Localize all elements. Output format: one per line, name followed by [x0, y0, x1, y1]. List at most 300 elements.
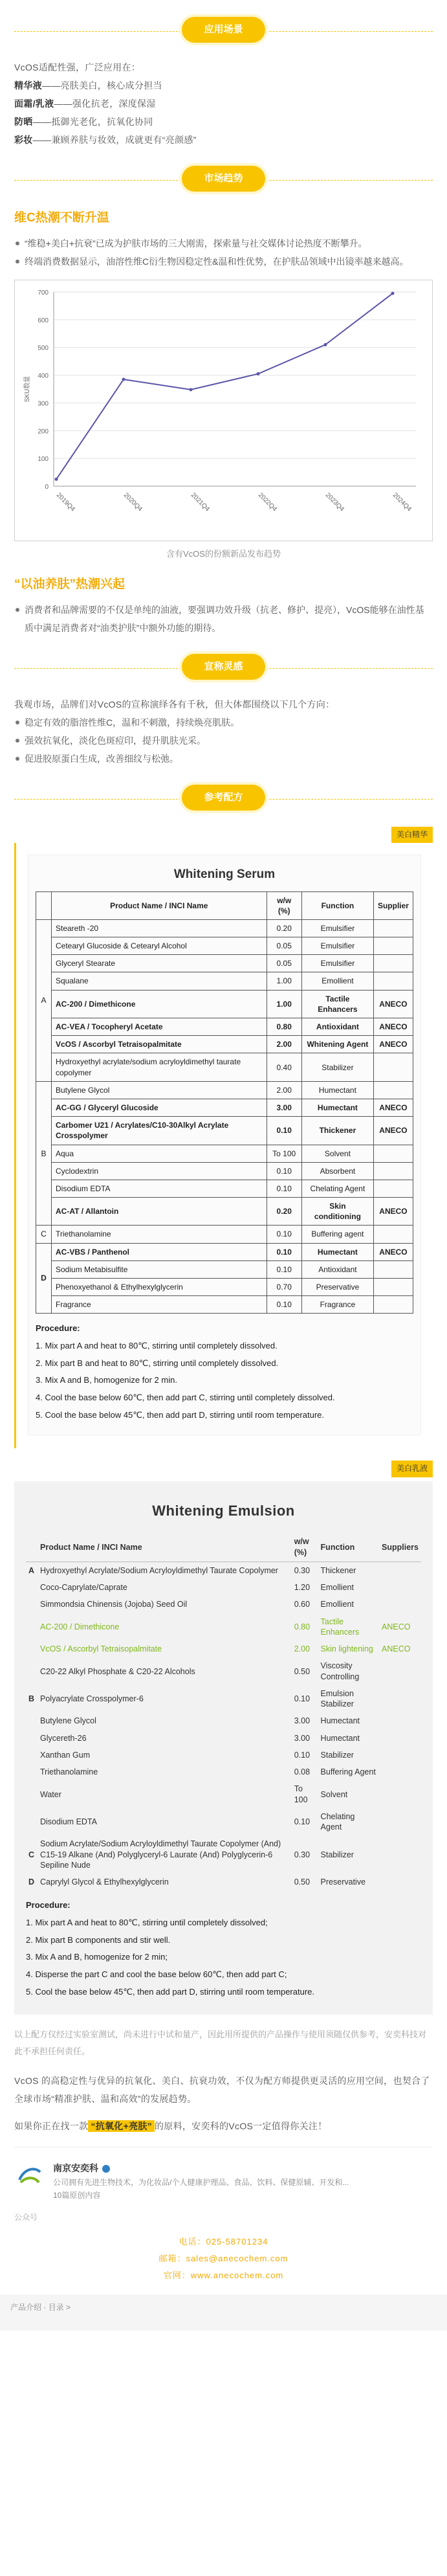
procedure-step: 4. Disperse the part C and cool the base below 60℃, then add part C;	[26, 1969, 287, 1980]
table-row	[36, 1180, 413, 1197]
corp-account-card[interactable]	[14, 2147, 433, 2224]
table-row	[36, 1198, 413, 1226]
cell-sup: ANECO	[373, 1198, 413, 1226]
disclaimer: 以上配方仅经过实验室测试，尚未进行中试和量产，因此用所提供的产品操作与使用须随仅供参考，安奕科技对此不承担任何责任。	[14, 2030, 427, 2057]
serum-table	[36, 891, 413, 1314]
table-row	[36, 1117, 413, 1145]
series-line	[56, 293, 393, 479]
list-item: 消费者和品牌需要的不仅是单纯的油液，要强调功效升级（抗老、修护、提亮），VcOS能够在油性基质中满足消费者对“油类护肤”中额外功能的期待。	[14, 601, 433, 637]
cell-sup	[373, 1260, 413, 1278]
cell-name: Coco-Caprylate/Caprate	[40, 1583, 127, 1593]
procedure-step: 2. Mix part B and heat to 80℃, stirring until completely dissolved.	[36, 1358, 279, 1368]
cell-fn: Chelating Agent	[301, 1180, 373, 1197]
table-header-row	[36, 891, 413, 919]
cell-fn: Tactile Enhancers	[301, 990, 373, 1018]
intro-item-key: 面霜/乳液	[14, 98, 54, 109]
cell-sup	[379, 1730, 421, 1747]
table-row	[36, 972, 413, 990]
serum-title: Whitening Serum	[173, 868, 276, 882]
emulsion-tag-label: 美白乳液	[391, 1461, 433, 1477]
cell-name: Caprylyl Glycol & Ethylhexylglycerin	[40, 1877, 169, 1887]
x-tick-label: 2023Q4	[323, 491, 345, 513]
procedure-step: 1. Mix part A and heat to 80℃, stirring until completely dissolved.	[36, 1341, 278, 1351]
cell-w: 3.00	[294, 1733, 311, 1743]
cell-fn: Emulsion Stabilizer	[320, 1688, 354, 1709]
cell-name: Sodium Acrylate/Sodium Acryloyldimethyl Taurate Copolymer (And) C15-19 Alkane (And) Polyglyceryl-6 Laurate (And) Polyglycerin-6 Sepiline Nude	[40, 1839, 281, 1870]
section-header-formula	[14, 785, 433, 814]
cell-ph	[26, 1747, 38, 1764]
table-row	[36, 1260, 413, 1278]
cell-sup	[379, 1780, 421, 1808]
table-header-row	[26, 1532, 421, 1562]
y-tick-label: 300	[38, 400, 49, 408]
table-row	[36, 1145, 413, 1162]
table-row	[26, 1641, 421, 1657]
table-row	[26, 1874, 421, 1890]
intro-item	[14, 113, 433, 131]
y-axis-label: SKU数量	[24, 375, 31, 403]
x-tick-label: 2022Q4	[256, 491, 278, 513]
cell-w: 0.80	[267, 1018, 301, 1036]
corp-name	[53, 2160, 349, 2177]
cell-ph: B	[28, 1694, 35, 1704]
summary: VcOS 的高稳定性与优异的抗氧化、美白、抗衰功效，不仅为配方师提供更灵活的应用空间，也契合了全球市场“精准护肤、温和高效”的发展趋势。	[14, 2076, 430, 2105]
procedure-step: 1. Mix part A and heat to 80℃, stirring until completely dissolved;	[26, 1918, 268, 1928]
intro-item-key: 彩妆	[14, 135, 33, 145]
cell-w: 0.50	[294, 1666, 311, 1676]
table-row	[26, 1780, 421, 1808]
trend-chart-svg	[15, 280, 432, 541]
cell-name: VcOS / Ascorbyl Tetraisopalmitate	[40, 1644, 162, 1654]
col-name: Product Name / INCI Name	[52, 891, 267, 919]
cell-sup	[373, 1145, 413, 1162]
emulsion-table	[26, 1532, 421, 1890]
table-row	[36, 1081, 413, 1099]
cell-fn: Solvent	[320, 1789, 348, 1799]
cell-fn: Humectant	[320, 1716, 360, 1726]
cell-fn: Antioxidant	[301, 1260, 373, 1278]
table-row	[26, 1562, 421, 1579]
cell-sup	[379, 1579, 421, 1596]
data-point	[55, 478, 58, 481]
cell-sup	[379, 1835, 421, 1874]
cell-ph	[26, 1579, 38, 1596]
data-point	[190, 388, 193, 392]
cell-w: 0.80	[294, 1622, 311, 1631]
y-tick-label: 200	[38, 428, 49, 436]
reputation-bullets	[14, 713, 433, 768]
table-row	[36, 1279, 413, 1296]
cell-ph	[26, 1764, 38, 1780]
cell-name: Glyceryl Stearate	[52, 955, 267, 972]
cell-sup	[379, 1874, 421, 1890]
trend-chart	[14, 280, 433, 541]
table-row	[36, 1243, 413, 1260]
table-row	[26, 1835, 421, 1874]
cell-w: 0.50	[294, 1877, 311, 1887]
aneco-logo-icon	[14, 2160, 45, 2191]
procedure-title: Procedure:	[36, 1323, 80, 1334]
cell-sup	[379, 1562, 421, 1579]
cell-sup: ANECO	[382, 1644, 411, 1654]
verified-icon	[102, 2165, 110, 2173]
market-bullets	[14, 234, 433, 271]
y-tick-label: 600	[38, 317, 49, 325]
cell-sup	[379, 1685, 421, 1713]
procedure-step: 3. Mix A and B, homogenize for 2 min.	[36, 1375, 177, 1385]
col-supplier: Supplier	[373, 891, 413, 919]
cell-fn: Stabilizer	[320, 1850, 354, 1859]
serum-table-body	[36, 919, 413, 1314]
procedure-step: 5. Cool the base below 45℃, then add part D, stirring until room temperature.	[26, 1986, 314, 1997]
table-row	[36, 955, 413, 972]
cell-ph: D	[28, 1877, 35, 1887]
table-row	[36, 1036, 413, 1053]
col-phase	[26, 1532, 38, 1562]
x-tick-label: 2024Q4	[391, 491, 413, 513]
cell-fn: Thickener	[301, 1117, 373, 1145]
phase-cell: C	[36, 1226, 52, 1243]
cell-w: 0.60	[294, 1600, 311, 1609]
intro-item-key: 精华液	[14, 80, 42, 91]
cell-w: 0.10	[294, 1750, 311, 1760]
procedure-step: 2. Mix part B components and stir well.	[26, 1934, 171, 1945]
cell-name: AC-AT / Allantoin	[52, 1198, 267, 1226]
closing-pre: 如果你正在找一款	[14, 2121, 89, 2132]
cell-ph	[26, 1596, 38, 1613]
cell-w: 3.00	[294, 1716, 311, 1726]
cell-sup: ANECO	[373, 990, 413, 1018]
cell-sup	[373, 1226, 413, 1243]
cell-name: Disodium EDTA	[40, 1817, 97, 1827]
bottom-nav[interactable]	[0, 2294, 447, 2331]
cell-w: 0.40	[267, 1053, 301, 1081]
cell-fn: Viscosity Controlling	[320, 1661, 360, 1681]
cell-name: Hydroxyethyl acrylate/sodium acryloyldimethyl taurate copolymer	[52, 1053, 267, 1081]
phase-cell: A	[36, 919, 52, 1081]
intro-item	[14, 95, 433, 113]
cell-fn: Buffering agent	[301, 1226, 373, 1243]
cell-w: 3.00	[267, 1099, 301, 1116]
cell-fn: Thickener	[320, 1565, 356, 1575]
cell-sup: ANECO	[373, 1018, 413, 1036]
cell-w: 1.00	[267, 972, 301, 990]
cell-fn: Skin lightening	[320, 1644, 373, 1654]
table-row	[26, 1712, 421, 1729]
corp-card-inner[interactable]	[14, 2155, 433, 2207]
cell-fn: Skin conditioning	[301, 1198, 373, 1226]
cell-sup	[379, 1657, 421, 1685]
chart-caption: 含有VcOS的份额新品发布趋势	[166, 549, 281, 559]
cell-name: Glycereth-26	[40, 1733, 87, 1743]
cell-sup: ANECO	[382, 1622, 411, 1631]
cell-name: Xanthan Gum	[40, 1750, 91, 1760]
list-item: 稳定有效的脂溶性维C，温和不刺激，持续焕亮肌肤。	[14, 713, 433, 732]
cell-name: Aqua	[52, 1145, 267, 1162]
x-tick-label: 2020Q4	[122, 491, 144, 513]
cell-fn: Emulsifier	[301, 937, 373, 955]
cell-fn: Buffering Agent	[320, 1767, 376, 1777]
cell-fn: Preservative	[320, 1877, 366, 1887]
corp-desc: 公司拥有先进生物技术，为化妆品/个人健康护理品、食品、饮料、保健原辅、开发和...	[53, 2178, 349, 2188]
cell-w: 0.05	[267, 937, 301, 955]
serum-procedure	[36, 1320, 413, 1424]
cell-name: C20-22 Alkyl Phosphate & C20-22 Alcohols	[40, 1666, 195, 1676]
cell-fn: Fragrance	[301, 1296, 373, 1314]
intro-item	[14, 131, 433, 149]
col-ww: w/w (%)	[292, 1532, 318, 1562]
cell-name: Butylene Glycol	[40, 1716, 96, 1726]
cell-fn: Chelating Agent	[320, 1811, 355, 1832]
table-row	[36, 990, 413, 1018]
data-point	[122, 378, 125, 381]
cell-name: Sodium Metabisulfite	[52, 1260, 267, 1278]
cell-ph	[26, 1657, 38, 1685]
table-row	[26, 1747, 421, 1764]
cell-fn: Stabilizer	[320, 1750, 354, 1760]
cell-w: 0.08	[294, 1767, 311, 1777]
cell-sup: ANECO	[373, 1036, 413, 1053]
y-tick-label: 700	[38, 289, 49, 297]
cell-fn: Emollient	[301, 972, 373, 990]
cell-name: Simmondsia Chinensis (Jojoba) Seed Oil	[40, 1600, 188, 1609]
y-tick-label: 100	[38, 456, 49, 464]
table-row	[36, 1053, 413, 1081]
intro-line: VcOS适配性强，广泛应用在：	[14, 62, 141, 73]
emulsion-tag	[14, 1460, 433, 1477]
cell-fn: Emollient	[320, 1600, 354, 1609]
data-point	[257, 372, 260, 375]
reputation-intro: 我观市场，品牌们对VcOS的宣称演绎各有千秋，但大体都围绕以下几个方向：	[14, 699, 335, 710]
col-supplier: Suppliers	[379, 1532, 421, 1562]
cell-fn: Humectant	[320, 1733, 360, 1743]
contact-block	[14, 2234, 433, 2284]
cell-ph	[26, 1780, 38, 1808]
contact-phone: 电话：025-58701234	[179, 2237, 268, 2247]
section-header-reputation	[14, 654, 433, 684]
table-row	[26, 1730, 421, 1747]
hot-heading: “以油养肤”热潮兴起	[14, 577, 125, 591]
cell-sup	[373, 1296, 413, 1314]
data-point	[391, 292, 395, 295]
cell-name: Cetearyl Glucoside & Cetearyl Alcohol	[52, 937, 267, 955]
table-row	[26, 1613, 421, 1641]
col-function: Function	[318, 1532, 379, 1562]
cell-w: 0.10	[267, 1117, 301, 1145]
cell-sup	[379, 1808, 421, 1836]
cell-fn: Stabilizer	[301, 1053, 373, 1081]
cell-sup	[373, 955, 413, 972]
x-tick-label: 2021Q4	[189, 491, 211, 513]
cell-sup	[373, 1279, 413, 1296]
serum-tag	[14, 826, 433, 844]
cell-name: Hydroxyethyl Acrylate/Sodium Acryloyldimethyl Taurate Copolymer	[40, 1565, 278, 1575]
cell-ph	[26, 1641, 38, 1657]
cell-name: Triethanolamine	[40, 1767, 98, 1777]
cell-w: 2.00	[267, 1081, 301, 1099]
y-tick-label: 500	[38, 344, 49, 352]
cell-name: AC-VBS / Panthenol	[52, 1243, 267, 1260]
cell-sup	[373, 1081, 413, 1099]
cell-name: Butylene Glycol	[52, 1081, 267, 1099]
cell-ph	[26, 1808, 38, 1836]
cell-w: 0.10	[267, 1243, 301, 1260]
cell-w: 0.10	[294, 1694, 311, 1704]
corp-name-text: 南京安奕科	[53, 2163, 98, 2174]
emulsion-procedure	[26, 1897, 421, 2000]
procedure-title: Procedure:	[26, 1900, 71, 1910]
intro-item-key: 防晒	[14, 117, 33, 127]
cell-ph	[26, 1712, 38, 1729]
cell-sup	[373, 1162, 413, 1180]
intro-item	[14, 76, 433, 95]
cell-w: 0.20	[267, 1198, 301, 1226]
data-point	[324, 343, 327, 346]
cell-name: Steareth -20	[52, 919, 267, 937]
cell-w: 0.10	[294, 1817, 311, 1827]
cell-w: 0.10	[267, 1260, 301, 1278]
list-item: 强效抗氧化，淡化色斑痘印，提升肌肤光采。	[14, 732, 433, 750]
table-row	[26, 1685, 421, 1713]
emulsion-formula	[14, 1481, 433, 2015]
procedure-step: 5. Cool the base below 45℃, then add part D, stirring until room temperature.	[36, 1409, 324, 1420]
cell-ph	[26, 1613, 38, 1641]
table-row	[26, 1596, 421, 1613]
cell-w: 0.10	[267, 1226, 301, 1243]
cell-sup	[373, 919, 413, 937]
cell-name: Water	[40, 1789, 61, 1799]
cell-sup	[379, 1712, 421, 1729]
cell-name: AC-VEA / Tocopheryl Acetate	[52, 1018, 267, 1036]
col-function: Function	[301, 891, 373, 919]
intro-item-text: ——兼顾养肤与妆效，成就更有“亮颜感”	[32, 135, 197, 145]
bottom-nav-label[interactable]: 产品介绍 · 目录 >	[10, 2303, 71, 2313]
cell-ph	[26, 1730, 38, 1747]
table-row	[36, 1162, 413, 1180]
cell-fn: Preservative	[301, 1279, 373, 1296]
intro-item-text: ——强化抗老，深度保湿	[54, 98, 156, 109]
contact-email: 邮箱：sales@anecochem.com	[158, 2254, 289, 2264]
cell-sup	[379, 1747, 421, 1764]
table-row	[26, 1579, 421, 1596]
cell-fn: Humectant	[301, 1243, 373, 1260]
procedure-step: 3. Mix A and B, homogenize for 2 min;	[26, 1952, 168, 1962]
serum-card	[28, 855, 421, 1435]
cell-w: 0.10	[267, 1296, 301, 1314]
section-pill-formula: 参考配方	[182, 785, 265, 811]
cell-fn: Absorbent	[301, 1162, 373, 1180]
y-tick-label: 400	[38, 372, 49, 380]
cell-fn: Whitening Agent	[301, 1036, 373, 1053]
corp-footer: 公众号	[14, 2212, 38, 2222]
cell-sup: ANECO	[373, 1099, 413, 1116]
cell-w: To 100	[267, 1145, 301, 1162]
cell-sup	[373, 1180, 413, 1197]
section-header-market	[14, 166, 433, 196]
cell-w: 0.30	[294, 1850, 311, 1859]
serum-tag-label: 美白精华	[391, 827, 433, 844]
cell-w: 0.10	[267, 1162, 301, 1180]
table-row	[36, 1296, 413, 1314]
application-intro	[14, 58, 433, 149]
table-row	[36, 1099, 413, 1116]
cell-name: Polyacrylate Crosspolymer-6	[40, 1694, 144, 1704]
cell-name: Cyclodextrin	[52, 1162, 267, 1180]
emulsion-title: Whitening Emulsion	[152, 1502, 295, 1519]
cell-sup	[373, 1053, 413, 1081]
cell-w: 0.10	[267, 1180, 301, 1197]
section-header-application	[14, 17, 433, 47]
x-tick-label: 2019Q4	[54, 491, 76, 513]
cell-fn: Antioxidant	[301, 1018, 373, 1036]
table-row	[26, 1808, 421, 1836]
intro-item-text: ——亮肤美白，核心成分担当	[41, 80, 162, 91]
col-phase	[36, 891, 52, 919]
cell-fn: Humectant	[301, 1099, 373, 1116]
intro-item-text: ——抵御光老化，抗氧化协同	[32, 117, 153, 127]
cell-w: 0.20	[267, 919, 301, 937]
cell-fn: Emulsifier	[301, 955, 373, 972]
list-item: 终端消费数据显示，油溶性维C衍生物因稳定性&温和性优势，在护肤品领域中出镜率越来越高。	[14, 252, 433, 271]
cell-name: AC-GG / Glyceryl Glucoside	[52, 1099, 267, 1116]
section-pill-application: 应用场景	[182, 17, 265, 43]
cell-w: 1.00	[267, 990, 301, 1018]
cell-w: 0.05	[267, 955, 301, 972]
cell-ph: C	[28, 1850, 35, 1859]
market-heading: 维C热潮不断升温	[14, 211, 109, 225]
cell-name: AC-200 / Dimethicone	[52, 990, 267, 1018]
cell-name: Squalane	[52, 972, 267, 990]
cell-name: Fragrance	[52, 1296, 267, 1314]
cell-sup: ANECO	[373, 1117, 413, 1145]
cell-fn: Humectant	[301, 1081, 373, 1099]
procedure-step: 4. Cool the base below 60℃, then add part C, stirring until completely dissolved.	[36, 1392, 335, 1402]
section-pill-market: 市场趋势	[182, 166, 265, 192]
table-row	[26, 1657, 421, 1685]
col-ww: w/w (%)	[267, 891, 301, 919]
phase-cell: B	[36, 1081, 52, 1226]
table-row	[36, 1018, 413, 1036]
cell-name: VcOS / Ascorbyl Tetraisopalmitate	[52, 1036, 267, 1053]
cell-w: 1.20	[294, 1583, 311, 1593]
hot-bullets	[14, 601, 433, 637]
cell-w: 2.00	[294, 1644, 311, 1654]
cell-fn: Tactile Enhancers	[320, 1617, 360, 1637]
cell-fn: Emollient	[320, 1583, 354, 1593]
table-row	[36, 937, 413, 955]
cell-w: 0.70	[267, 1279, 301, 1296]
serum-formula	[14, 843, 433, 1448]
list-item: 促进胶原蛋白生成，改善细纹与松弛。	[14, 750, 433, 768]
cell-name: Carbomer U21 / Acrylates/C10-30Alkyl Acrylate Crosspolymer	[52, 1117, 267, 1145]
cell-name: AC-200 / Dimethicone	[40, 1622, 120, 1631]
y-tick-label: 0	[45, 484, 49, 491]
cell-w: 2.00	[267, 1036, 301, 1053]
emulsion-table-body	[26, 1562, 421, 1890]
phase-cell: D	[36, 1243, 52, 1314]
cell-sup: ANECO	[373, 1243, 413, 1260]
cell-sup	[379, 1596, 421, 1613]
cell-ph: A	[28, 1565, 35, 1575]
cell-fn: Solvent	[301, 1145, 373, 1162]
closing-post: 的原料，安奕科的VcOS一定值得你关注！	[154, 2121, 327, 2132]
cell-sup	[373, 972, 413, 990]
col-name: Product Name / INCI Name	[38, 1532, 292, 1562]
closing-line	[14, 2117, 433, 2135]
cell-name: Phenoxyethanol & Ethylhexylglycerin	[52, 1279, 267, 1296]
cell-sup	[373, 937, 413, 955]
table-row	[36, 919, 413, 937]
